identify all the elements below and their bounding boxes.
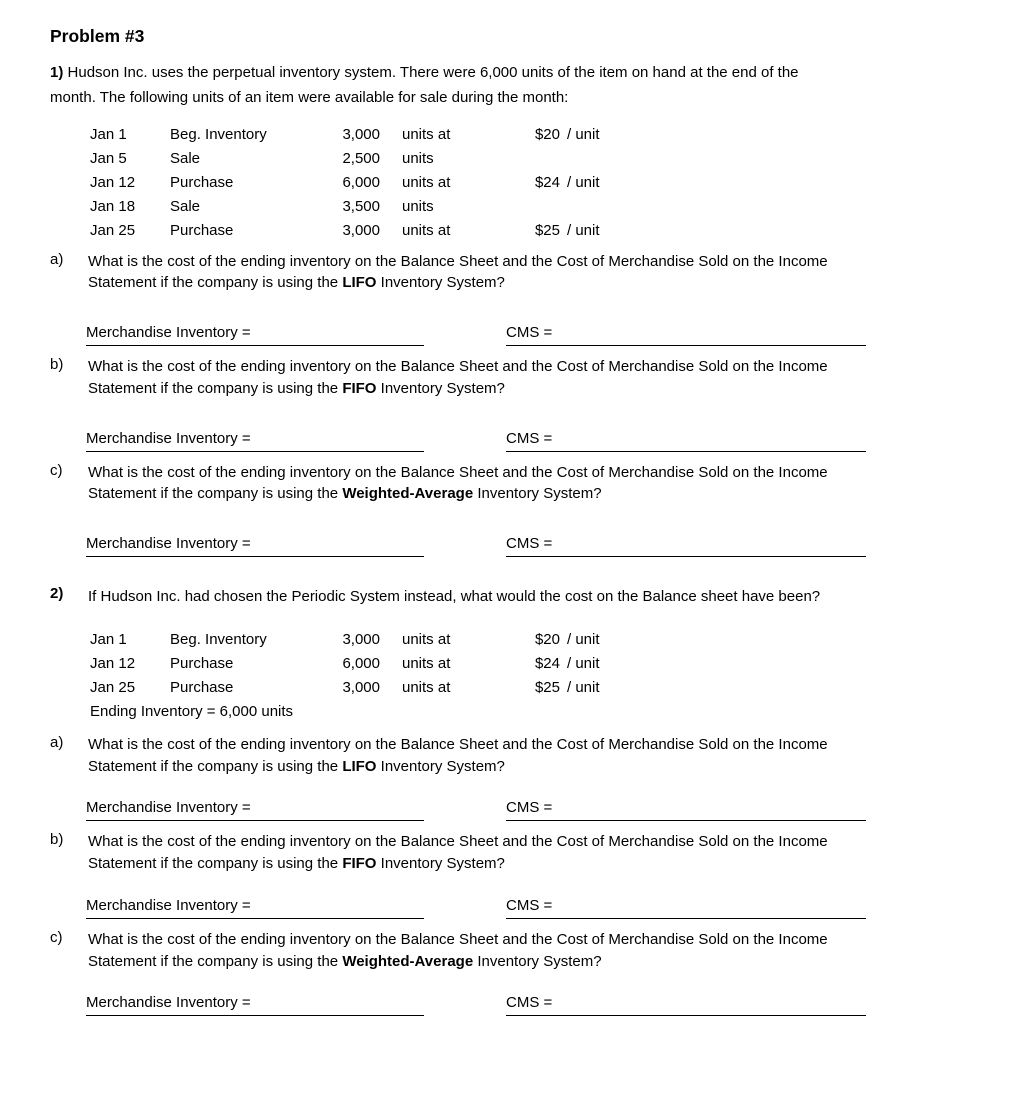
cms-blank[interactable]	[506, 799, 866, 821]
price-cell: $25	[534, 678, 560, 696]
answer-row	[86, 324, 968, 346]
merchandise-inventory-blank[interactable]	[86, 324, 424, 346]
table-row	[90, 147, 968, 171]
units-cell: units	[402, 149, 434, 167]
section2-intro	[50, 585, 968, 610]
answer-gap	[424, 535, 506, 557]
question-prefix: What is the cost of the ending inventory on the Balance Sheet and the Cost of Merchandise Sold on the Income Statement if the company is using the	[88, 833, 828, 872]
date-cell: Jan 1	[90, 630, 127, 648]
price-cell: $20	[534, 125, 560, 143]
per-unit-cell: / unit	[567, 125, 600, 143]
per-unit-cell: / unit	[567, 630, 600, 648]
units-cell: units at	[402, 221, 451, 239]
units-cell: units at	[402, 678, 451, 696]
part-label: c)	[50, 461, 63, 479]
part-label: a)	[50, 250, 64, 268]
section1-part-a-question	[50, 251, 968, 295]
question-suffix: Inventory System?	[477, 485, 602, 503]
table-row	[90, 652, 968, 676]
section2-part-c-question	[50, 929, 968, 973]
question-prefix: What is the cost of the ending inventory on the Balance Sheet and the Cost of Merchandise Sold on the Income Statement if the company is using the	[88, 252, 828, 292]
date-cell: Jan 18	[90, 197, 136, 215]
quantity-cell: 6,000	[342, 173, 380, 191]
merchandise-inventory-blank[interactable]	[86, 897, 424, 919]
date-cell: Jan 25	[90, 221, 136, 239]
cms-label: CMS =	[506, 994, 553, 1012]
cms-blank[interactable]	[506, 535, 866, 557]
question-prefix: What is the cost of the ending inventory on the Balance Sheet and the Cost of Merchandise Sold on the Income Statement if the company is using the	[88, 358, 828, 397]
price-cell: $24	[534, 173, 560, 191]
method-name: FIFO	[342, 379, 377, 397]
section2-inventory-table	[90, 628, 968, 724]
answer-row	[86, 994, 968, 1016]
cms-label: CMS =	[506, 535, 553, 552]
answer-row	[86, 535, 968, 557]
description-cell: Beg. Inventory	[170, 630, 267, 648]
quantity-cell: 3,000	[342, 630, 380, 648]
question-text	[88, 734, 836, 778]
price-cell: $24	[534, 654, 560, 672]
merchandise-inventory-blank[interactable]	[86, 799, 424, 821]
question-text	[88, 831, 836, 875]
description-cell: Sale	[170, 197, 201, 215]
section2-part-b-question	[50, 831, 968, 875]
per-unit-cell: / unit	[567, 221, 600, 239]
page-title: Problem #3	[50, 26, 145, 46]
answer-gap	[424, 430, 506, 452]
merchandise-inventory-label: Merchandise Inventory =	[86, 429, 251, 447]
part-label: c)	[50, 928, 63, 946]
merchandise-inventory-label: Merchandise Inventory =	[86, 799, 251, 817]
table-row	[90, 676, 968, 700]
answer-gap	[424, 799, 506, 821]
cms-blank[interactable]	[506, 430, 866, 452]
question-suffix: Inventory System?	[380, 274, 505, 292]
question-prefix: What is the cost of the ending inventory on the Balance Sheet and the Cost of Merchandise Sold on the Income Statement if the company is using the	[88, 930, 828, 970]
per-unit-cell	[560, 147, 567, 171]
question-text	[88, 462, 836, 506]
answer-row	[86, 430, 968, 452]
description-cell: Sale	[170, 149, 201, 167]
cms-blank[interactable]	[506, 897, 866, 919]
table-row	[90, 171, 968, 195]
units-cell: units at	[402, 173, 451, 191]
answer-gap	[424, 994, 506, 1016]
description-cell: Purchase	[170, 221, 234, 239]
date-cell: Jan 25	[90, 678, 136, 696]
question-suffix: Inventory System?	[380, 757, 505, 775]
description-cell: Purchase	[170, 654, 234, 672]
answer-gap	[424, 324, 506, 346]
section1-intro	[50, 61, 828, 111]
price-cell: $20	[534, 630, 560, 648]
description-cell: Beg. Inventory	[170, 125, 267, 143]
quantity-cell: 3,000	[342, 221, 380, 239]
date-cell: Jan 1	[90, 125, 127, 143]
merchandise-inventory-label: Merchandise Inventory =	[86, 324, 251, 341]
question-suffix: Inventory System?	[380, 379, 505, 397]
per-unit-cell: / unit	[567, 654, 600, 672]
cms-label: CMS =	[506, 799, 553, 817]
quantity-cell: 3,000	[342, 678, 380, 696]
ending-inventory-text: Ending Inventory = 6,000 units	[90, 702, 294, 720]
table-row	[90, 219, 968, 243]
cms-label: CMS =	[506, 324, 553, 341]
section1-inventory-table	[90, 123, 968, 243]
section2-intro-text: If Hudson Inc. had chosen the Periodic System instead, what would the cost on the Balance sheet have been?	[88, 588, 821, 605]
quantity-cell: 3,500	[342, 197, 380, 215]
section1-part-b-question	[50, 356, 968, 400]
part-label: b)	[50, 831, 64, 849]
question-text	[88, 251, 836, 295]
merchandise-inventory-blank[interactable]	[86, 535, 424, 557]
price-cell: $25	[534, 221, 560, 239]
method-name: Weighted-Average	[342, 952, 474, 970]
price-cell	[514, 147, 560, 171]
section1-part-c-question	[50, 462, 968, 506]
question-prefix: What is the cost of the ending inventory on the Balance Sheet and the Cost of Merchandise Sold on the Income Statement if the company is using the	[88, 463, 828, 503]
answer-row	[86, 799, 968, 821]
merchandise-inventory-label: Merchandise Inventory =	[86, 994, 251, 1012]
question-suffix: Inventory System?	[477, 952, 602, 970]
answer-row	[86, 897, 968, 919]
question-suffix: Inventory System?	[380, 855, 505, 872]
section1-intro-text: Hudson Inc. uses the perpetual inventory system. There were 6,000 units of the item on hand at the end of the month. The following units of an item were available for sale during the month:	[50, 64, 799, 106]
merchandise-inventory-blank[interactable]	[86, 430, 424, 452]
price-cell	[514, 195, 560, 219]
merchandise-inventory-label: Merchandise Inventory =	[86, 535, 251, 552]
table-row	[90, 195, 968, 219]
cms-label: CMS =	[506, 429, 553, 447]
question-text	[88, 929, 836, 973]
date-cell: Jan 12	[90, 173, 136, 191]
section2-number: 2)	[50, 585, 64, 602]
date-cell: Jan 5	[90, 149, 127, 167]
method-name: FIFO	[342, 855, 377, 872]
description-cell: Purchase	[170, 173, 234, 191]
method-name: Weighted-Average	[342, 485, 474, 503]
units-cell: units at	[402, 125, 451, 143]
quantity-cell: 3,000	[342, 125, 380, 143]
units-cell: units at	[402, 630, 451, 648]
quantity-cell: 2,500	[342, 149, 380, 167]
ending-inventory-line	[90, 700, 968, 724]
per-unit-cell	[560, 195, 567, 219]
merchandise-inventory-label: Merchandise Inventory =	[86, 896, 251, 914]
merchandise-inventory-blank[interactable]	[86, 994, 424, 1016]
quantity-cell: 6,000	[342, 654, 380, 672]
answer-gap	[424, 897, 506, 919]
table-row	[90, 628, 968, 652]
method-name: LIFO	[342, 757, 377, 775]
cms-label: CMS =	[506, 896, 553, 914]
units-cell: units	[402, 197, 434, 215]
description-cell: Purchase	[170, 678, 234, 696]
part-label: a)	[50, 733, 64, 751]
units-cell: units at	[402, 654, 451, 672]
part-label: b)	[50, 356, 64, 373]
question-prefix: What is the cost of the ending inventory on the Balance Sheet and the Cost of Merchandise Sold on the Income Statement if the company is using the	[88, 735, 828, 775]
date-cell: Jan 12	[90, 654, 136, 672]
question-text	[88, 356, 836, 400]
method-name: LIFO	[342, 274, 377, 292]
per-unit-cell: / unit	[567, 173, 600, 191]
table-row	[90, 123, 968, 147]
section1-number: 1)	[50, 64, 64, 81]
cms-blank[interactable]	[506, 324, 866, 346]
cms-blank[interactable]	[506, 994, 866, 1016]
per-unit-cell: / unit	[567, 678, 600, 696]
section2-part-a-question	[50, 734, 968, 778]
